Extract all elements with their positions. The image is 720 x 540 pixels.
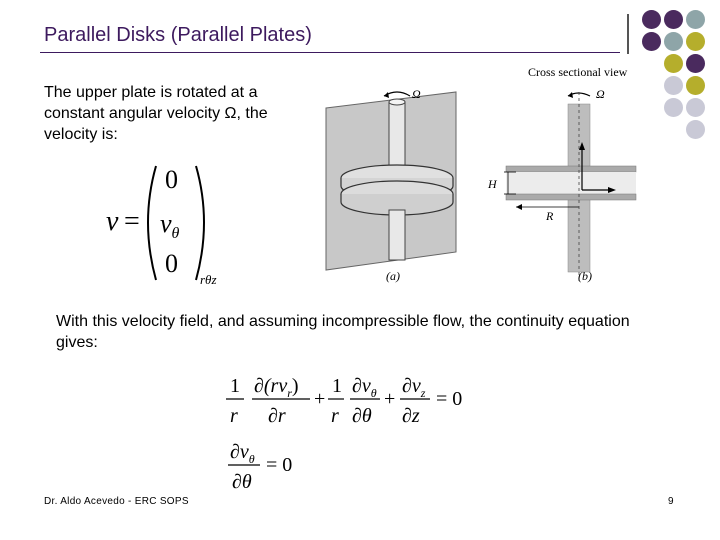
figure-panel-a [318,82,478,288]
dot [664,10,683,29]
page-number: 9 [668,496,674,507]
equation-1-rhs: = 0 [436,388,463,410]
velocity-vector-equation [100,158,230,286]
t3-num: $\partial v_z$ [402,375,426,400]
plus-2: + [384,388,396,410]
vector-component-theta: $v_\theta$ [160,209,180,242]
dot [664,54,683,73]
cross-section-title: Cross sectional view [528,65,628,79]
dot [664,32,683,51]
dot [686,98,705,117]
eq2-den: ∂θ [232,471,252,493]
gap-region [506,172,636,194]
dot [686,10,705,29]
t2-den-r: r [331,405,339,427]
omega-label-a: Ω [412,87,421,101]
shaft-cap [389,99,405,105]
r-label: R [546,209,554,223]
t1-num-main: $\partial(rv_r)$ [254,375,299,400]
title-underline [40,52,620,53]
dot [642,10,661,29]
theta-derivative-equation [222,436,312,498]
dot [686,54,705,73]
plus-1: + [314,388,326,410]
title-divider [627,14,629,54]
t2-num-1: 1 [332,375,342,397]
lower-plate-section [506,194,636,200]
t1-den-main: ∂r [268,405,286,427]
dot [686,120,705,139]
dot [686,76,705,95]
left-paren [148,166,156,280]
dot [664,76,683,95]
t2-num-main: $\partial v_\theta$ [352,375,377,400]
t3-den: ∂z [402,405,420,427]
vector-component-z: 0 [165,249,178,278]
t2-den-main: ∂θ [352,405,372,427]
panel-b-label: (b) [578,269,592,283]
dot [642,32,661,51]
footer-author: Dr. Aldo Acevedo - ERC SOPS [44,496,189,507]
velocity-lhs: v [106,206,119,237]
dot [664,98,683,117]
t1-num-1: 1 [230,375,240,397]
intro-paragraph: The upper plate is rotated at a constant angular velocity Ω, the velocity is: [44,84,268,143]
upper-plate-section [506,166,636,172]
eq2-num: $\partial v_\theta$ [230,441,255,466]
right-paren [196,166,204,280]
continuity-paragraph: With this velocity field, and assuming incompressible flow, the continuity equation gives: [56,313,630,351]
shaft-lower [389,210,405,260]
continuity-equation [222,370,474,434]
vector-component-r: 0 [165,165,178,194]
omega-label-b: Ω [596,87,605,101]
dot [686,32,705,51]
basis-subscript: rθz [200,272,217,286]
h-label: H [488,177,497,191]
slide-title: Parallel Disks (Parallel Plates) [44,24,312,46]
r-dim-arrowhead [516,204,522,210]
panel-a-label: (a) [386,269,400,283]
t1-den-r: r [230,405,238,427]
equation-2-rhs: = 0 [266,454,293,476]
velocity-equals: = [124,206,140,237]
figure-panel-b [486,62,638,288]
